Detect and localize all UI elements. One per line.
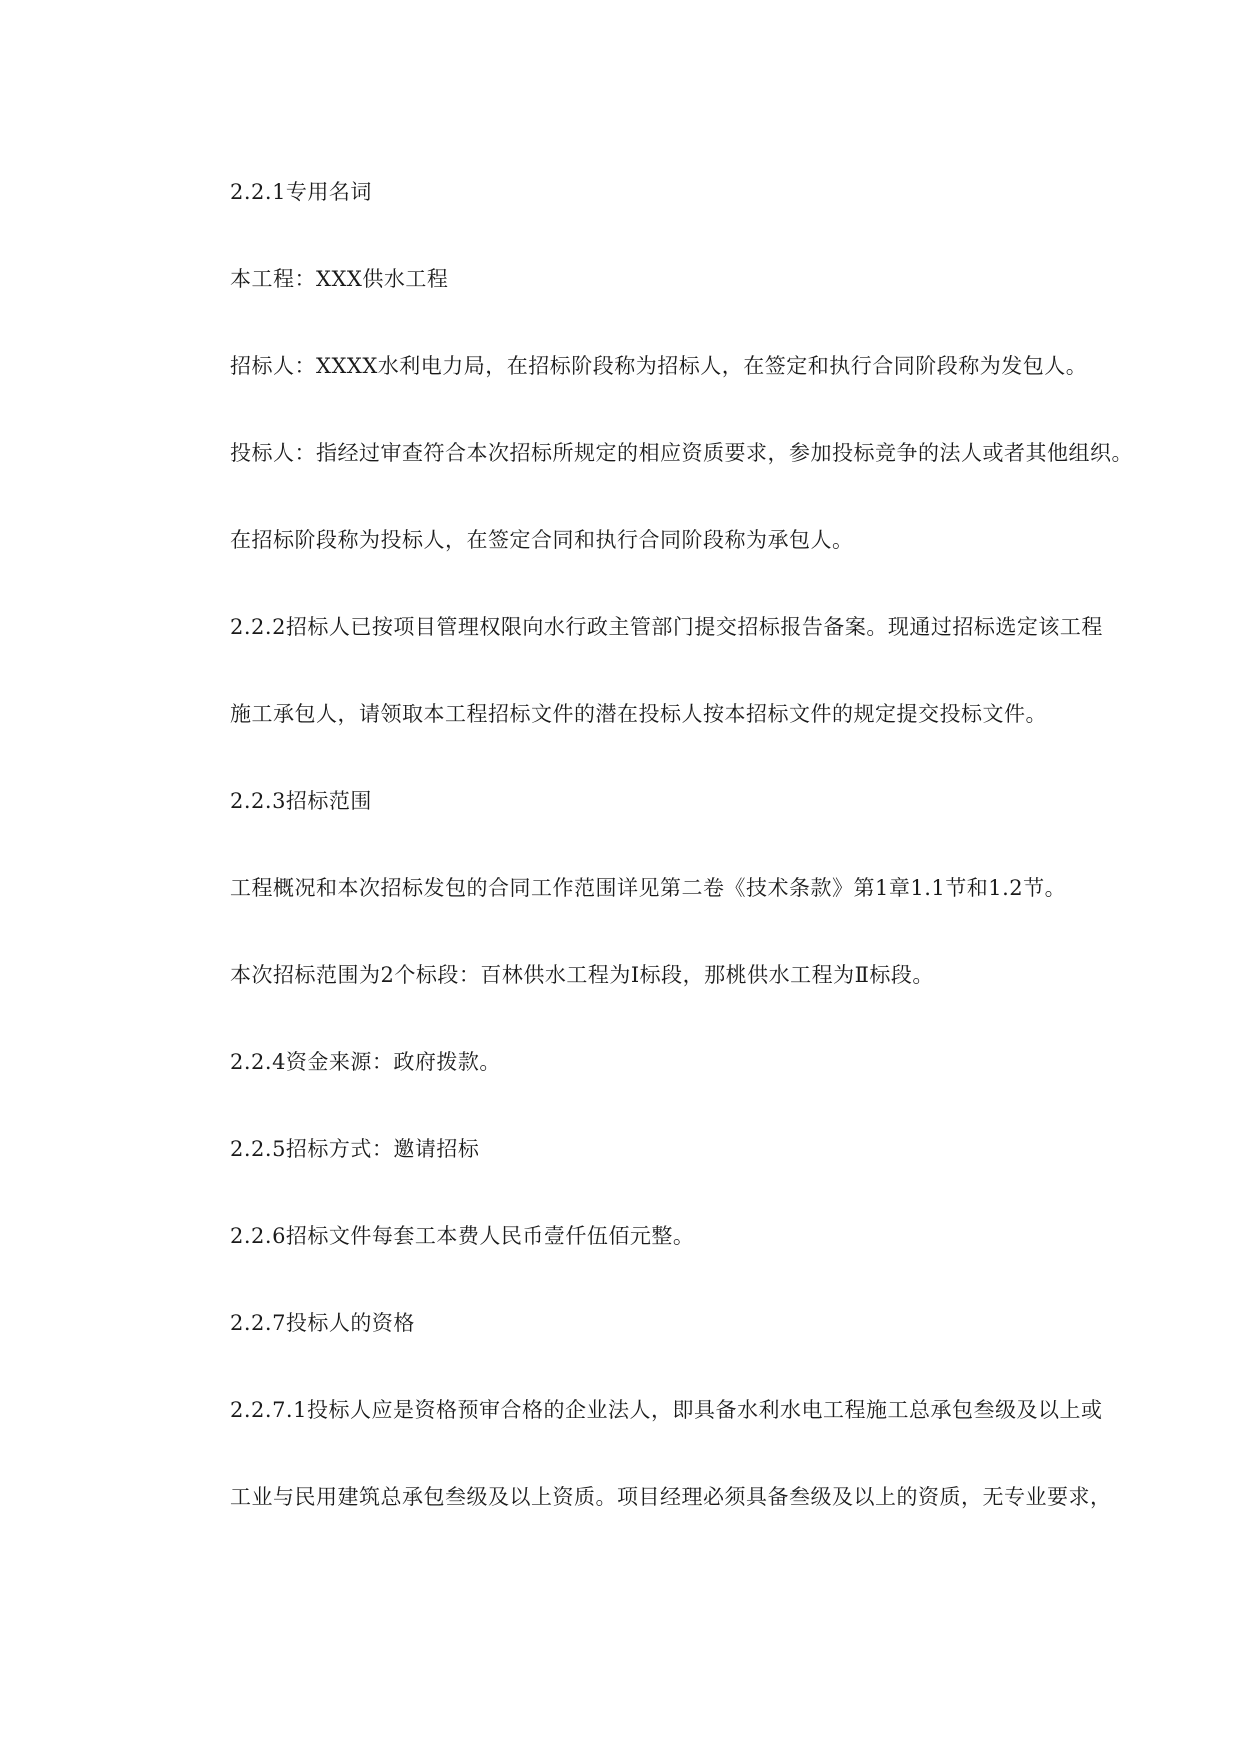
paragraph-2-2-7-1-cont: 工业与民用建筑总承包叁级及以上资质。项目经理必须具备叁级及以上的资质，无专业要求， xyxy=(230,1485,1112,1509)
paragraph-2-2-6: 2.2.6招标文件每套工本费人民币壹仟伍佰元整。 xyxy=(230,1224,695,1248)
paragraph-bidder: 投标人：指经过审查符合本次招标所规定的相应资质要求，参加投标竞争的法人或者其他组织。 xyxy=(230,441,1133,465)
paragraph-bidder-cont: 在招标阶段称为投标人，在签定合同和执行合同阶段称为承包人。 xyxy=(230,528,854,552)
heading-2-2-3: 2.2.3招标范围 xyxy=(230,789,372,813)
paragraph-2-2-2: 2.2.2招标人已按项目管理权限向水行政主管部门提交招标报告备案。现通过招标选定该工程 xyxy=(230,615,1103,639)
paragraph-2-2-4: 2.2.4资金来源：政府拨款。 xyxy=(230,1050,501,1074)
paragraph-tenderer: 招标人：XXXX水利电力局，在招标阶段称为招标人，在签定和执行合同阶段称为发包人。 xyxy=(230,354,1088,378)
paragraph-2-2-5: 2.2.5招标方式：邀请招标 xyxy=(230,1137,480,1161)
paragraph-project-name: 本工程：XXX供水工程 xyxy=(230,267,449,291)
paragraph-2-2-7-1: 2.2.7.1投标人应是资格预审合格的企业法人，即具备水利水电工程施工总承包叁级及以上或 xyxy=(230,1398,1103,1422)
paragraph-scope: 工程概况和本次招标发包的合同工作范围详见第二卷《技术条款》第1章1.1节和1.2节。 xyxy=(230,876,1067,900)
paragraph-sections: 本次招标范围为2个标段：百林供水工程为Ⅰ标段，那桃供水工程为Ⅱ标段。 xyxy=(230,963,934,987)
heading-2-2-1: 2.2.1专用名词 xyxy=(230,180,372,204)
paragraph-2-2-2-cont: 施工承包人，请领取本工程招标文件的潜在投标人按本招标文件的规定提交投标文件。 xyxy=(230,702,1047,726)
heading-2-2-7: 2.2.7投标人的资格 xyxy=(230,1311,415,1335)
